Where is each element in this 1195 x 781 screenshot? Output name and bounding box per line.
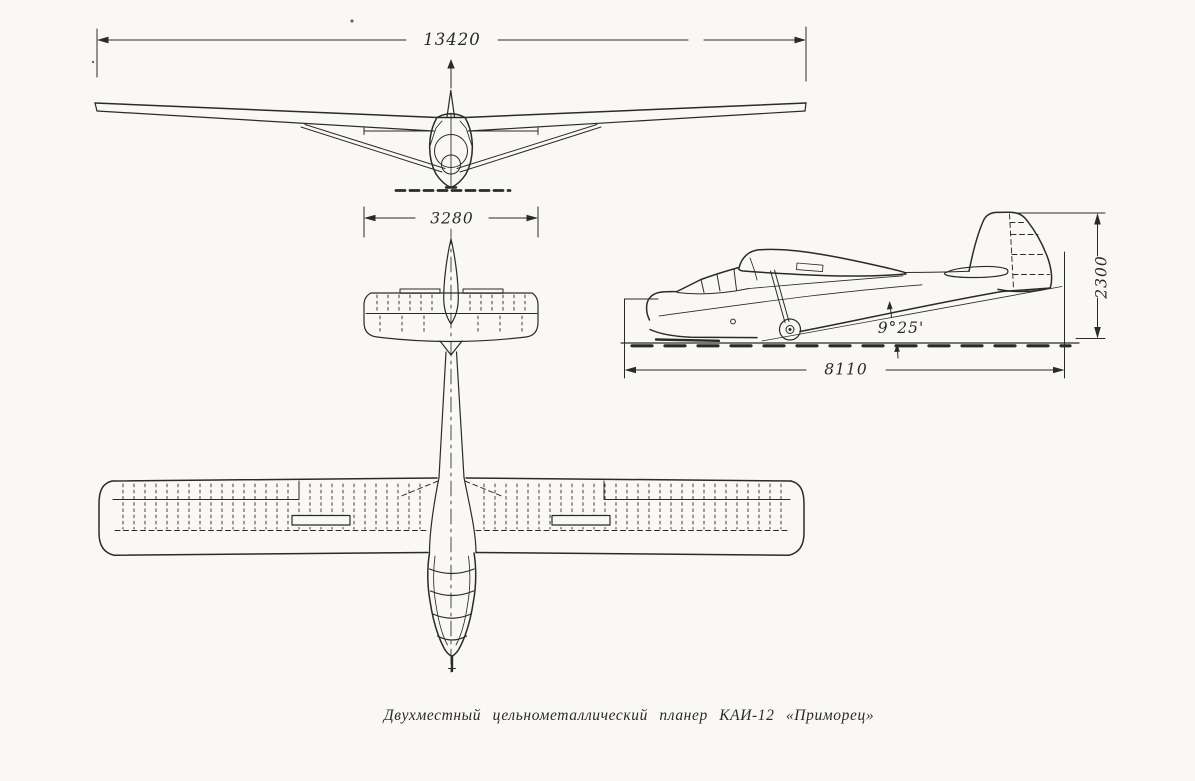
scan-speck [92,61,94,63]
height-dimension-value: 2300 [1092,255,1111,299]
caption: Двухместный цельнометаллический планер КАИ-12 «Приморец» [383,707,875,724]
front-wing [95,103,806,131]
length-dimension-value: 8110 [824,360,868,379]
side-fuselage [647,268,1047,341]
plan-wing [99,478,804,556]
scan-speck [350,19,353,22]
side-view [621,212,1105,378]
linework [92,19,1105,676]
wingspan-dimension-value: 13420 [423,30,481,49]
ground-line [621,343,1079,346]
side-fin [969,212,1052,291]
plan-view [99,207,804,676]
front-view [95,27,806,191]
plan-fuselage [428,553,476,671]
ground-angle-value: 9°25' [877,319,925,337]
stabilizer-span-dimension-value: 3280 [430,209,474,228]
tail-boom [439,341,464,478]
labels [382,30,1111,724]
length-dimension [625,252,1065,378]
side-wing-section [739,249,906,280]
height-dimension [1013,213,1105,339]
front-fuselage [430,113,473,188]
side-strut [771,270,790,323]
